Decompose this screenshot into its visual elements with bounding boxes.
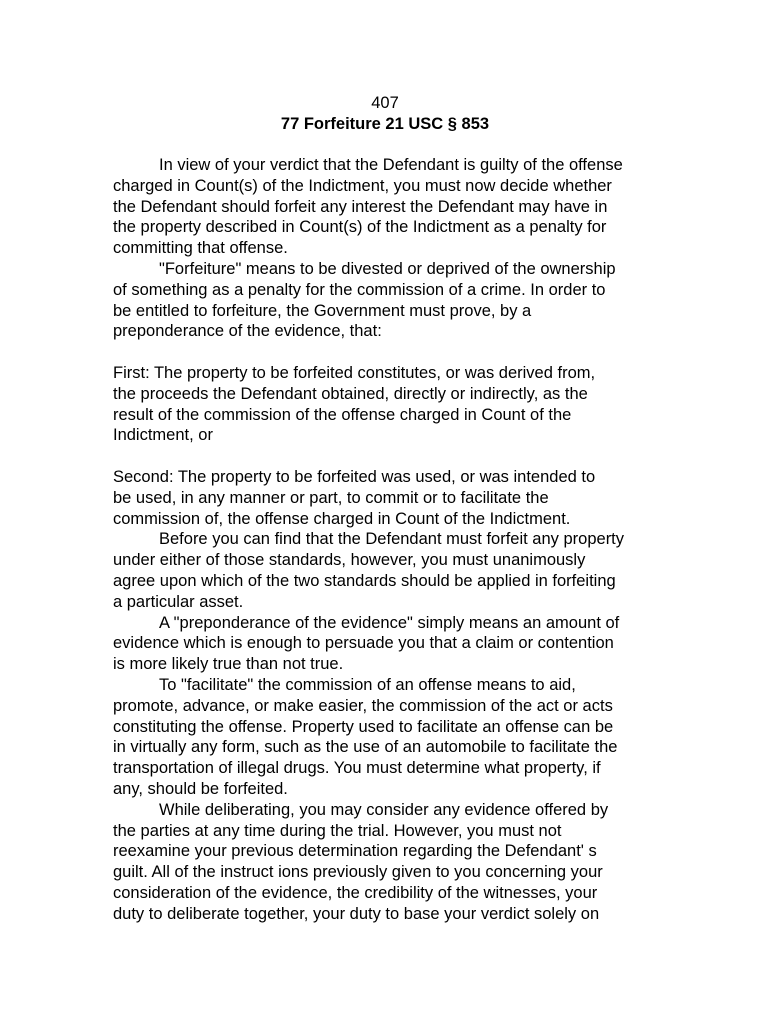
paragraph-unanimity: Before you can find that the Defendant must forfeit any property under either of those standards, however, you must unanimously agree upon which of the two standards should be applied in forfeiting a particular asset. bbox=[113, 530, 625, 611]
document-body bbox=[113, 155, 673, 924]
paragraph-first-standard: First: The property to be forfeited constitutes, or was derived from, the proceeds the Defendant obtained, directly or indirectly, as the result of the commission of the offense charged in Count of the Indictment, or bbox=[113, 363, 596, 445]
paragraph-preponderance-definition: A "preponderance of the evidence" simply means an amount of evidence which is enough to persuade you that a claim or contention is more likely true than not true. bbox=[113, 613, 620, 674]
paragraph-verdict-intro: In view of your verdict that the Defendant is guilty of the offense charged in Count(s) of the Indictment, you must now decide whether the Defendant should forfeit any interest the Defendant may have in the property described in Count(s) of the Indictment as a penalty for committing that offense. bbox=[113, 156, 623, 258]
paragraph-second-standard: Second: The property to be forfeited was used, or was intended to be used, in any manner or part, to commit or to facilitate the commission of, the offense charged in Count of the Indictment. bbox=[113, 467, 596, 528]
document-title: 77 Forfeiture 21 USC § 853 bbox=[280, 115, 490, 133]
page-number: 407 bbox=[371, 94, 399, 112]
paragraph-forfeiture-definition: "Forfeiture" means to be divested or deprived of the ownership of something as a penalty for the commission of a crime. In order to be entitled to forfeiture, the Government must prove, by a preponderance of the evidence, that: bbox=[113, 259, 616, 341]
paragraph-facilitate-definition: To "facilitate" the commission of an offense means to aid, promote, advance, or make easier, the commission of the act or acts constituting the offense. Property used to facilitate an offense can be in virtually any form, such as the use of an automobile to facilitate the transportation of illegal drugs. You must determine what property, if any, should be forfeited. bbox=[113, 675, 618, 798]
paragraph-deliberation: While deliberating, you may consider any evidence offered by the parties at any time during the trial. However, you must not reexamine your previous determination regarding the Defendant' s guilt. All of the instruct ions previously given to you concerning your consideration of the evidence, the credibility of the witnesses, your duty to deliberate together, your duty to base your verdict solely on bbox=[113, 800, 609, 923]
document-header bbox=[0, 93, 770, 135]
